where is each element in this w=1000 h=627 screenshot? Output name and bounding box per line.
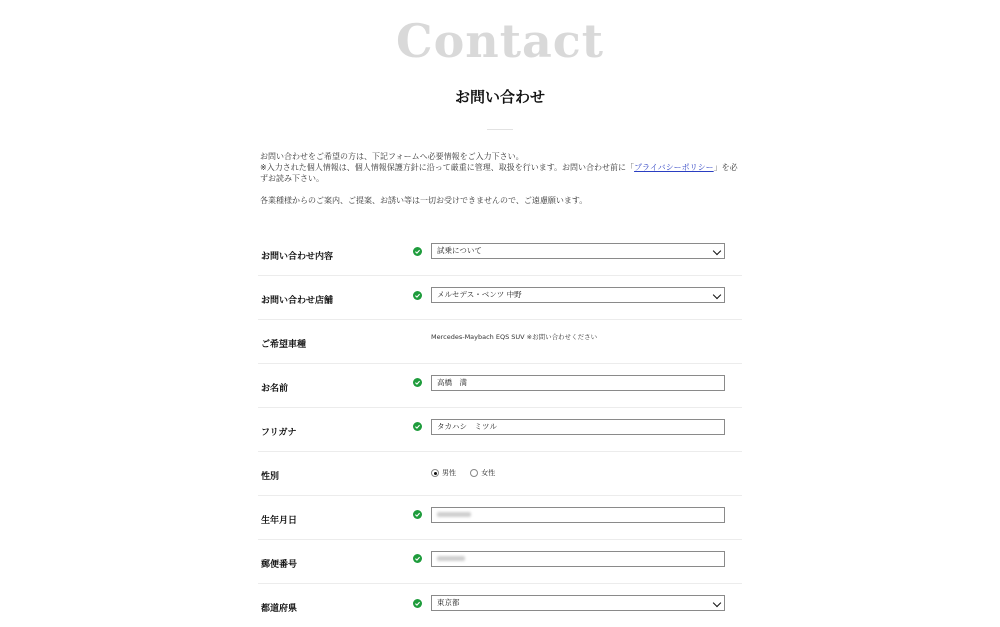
store-select[interactable]	[431, 287, 725, 303]
postal-code-input[interactable]	[431, 551, 725, 567]
form-row-postal-code	[258, 539, 742, 584]
intro-line-2-pre: ※入力された個人情報は、個人情報保護方針に沿って厳重に管理、取扱を行います。お問い合わせ前に「	[260, 163, 635, 172]
intro-line-2-post: 」を必ずお読み下さい。	[260, 163, 738, 183]
form-row-furigana	[258, 407, 742, 452]
store-label: お問い合わせ店舗	[261, 296, 334, 306]
check-circle-icon	[413, 378, 422, 387]
check-circle-icon	[413, 291, 422, 300]
blurred-value	[437, 512, 471, 517]
gender-option-male-label: 男性	[442, 469, 456, 477]
inquiry-type-label: お問い合わせ内容	[261, 252, 334, 262]
birthdate-input[interactable]	[431, 507, 725, 523]
furigana-input[interactable]	[431, 419, 725, 435]
store-value: メルセデス・ベンツ 中野	[437, 290, 522, 299]
intro-line-2	[260, 162, 740, 184]
inquiry-type-value: 試乗について	[437, 246, 482, 255]
birthdate-label: 生年月日	[261, 516, 298, 526]
chevron-down-icon	[713, 247, 721, 255]
check-circle-icon	[413, 599, 422, 608]
blurred-value	[437, 556, 465, 561]
name-input[interactable]	[431, 375, 725, 391]
radio-selected-icon[interactable]	[431, 469, 439, 477]
check-circle-icon	[413, 554, 422, 563]
title-divider	[487, 129, 513, 130]
form-row-birthdate	[258, 495, 742, 540]
intro-line-1: お問い合わせをご希望の方は、下記フォームへ必要情報をご入力下さい。	[260, 152, 524, 161]
gender-label: 性別	[261, 472, 280, 482]
name-value: 高橋 満	[437, 378, 467, 387]
gender-option-female-label: 女性	[481, 469, 496, 477]
hero-title: Contact	[395, 14, 605, 68]
desired-model-value: Mercedes-Maybach EQS SUV ※お問い合わせください	[431, 333, 598, 341]
form-row-store	[258, 275, 742, 320]
gender-radio-group	[431, 468, 507, 478]
privacy-policy-link[interactable]: プライバシーポリシー	[634, 163, 714, 172]
inquiry-type-select[interactable]	[431, 243, 725, 259]
intro-line-3: 各業種様からのご案内、ご提案、お誘い等は一切お受けできませんので、ご遠慮願います。	[260, 196, 588, 205]
radio-unselected-icon[interactable]	[470, 469, 478, 477]
check-circle-icon	[413, 510, 422, 519]
chevron-down-icon	[713, 291, 721, 299]
check-circle-icon	[413, 422, 422, 431]
check-circle-icon	[413, 247, 422, 256]
name-label: お名前	[261, 384, 289, 394]
chevron-down-icon	[713, 599, 721, 607]
gender-option-female[interactable]	[470, 468, 495, 478]
desired-model-label: ご希望車種	[261, 340, 307, 350]
form-row-inquiry-type	[258, 231, 742, 276]
page-title: お問い合わせ	[454, 88, 545, 106]
form-row-prefecture	[258, 583, 742, 627]
furigana-label: フリガナ	[261, 428, 297, 438]
furigana-value: タカハシ ミツル	[437, 422, 497, 431]
prefecture-select[interactable]	[431, 595, 725, 611]
postal-code-label: 郵便番号	[261, 560, 298, 570]
form-row-gender	[258, 451, 742, 496]
prefecture-label: 都道府県	[261, 604, 298, 614]
intro-text	[260, 151, 740, 206]
form-row-name	[258, 363, 742, 408]
gender-option-male[interactable]	[431, 468, 456, 478]
prefecture-value: 東京都	[437, 598, 460, 607]
form-row-desired-model	[258, 319, 742, 364]
